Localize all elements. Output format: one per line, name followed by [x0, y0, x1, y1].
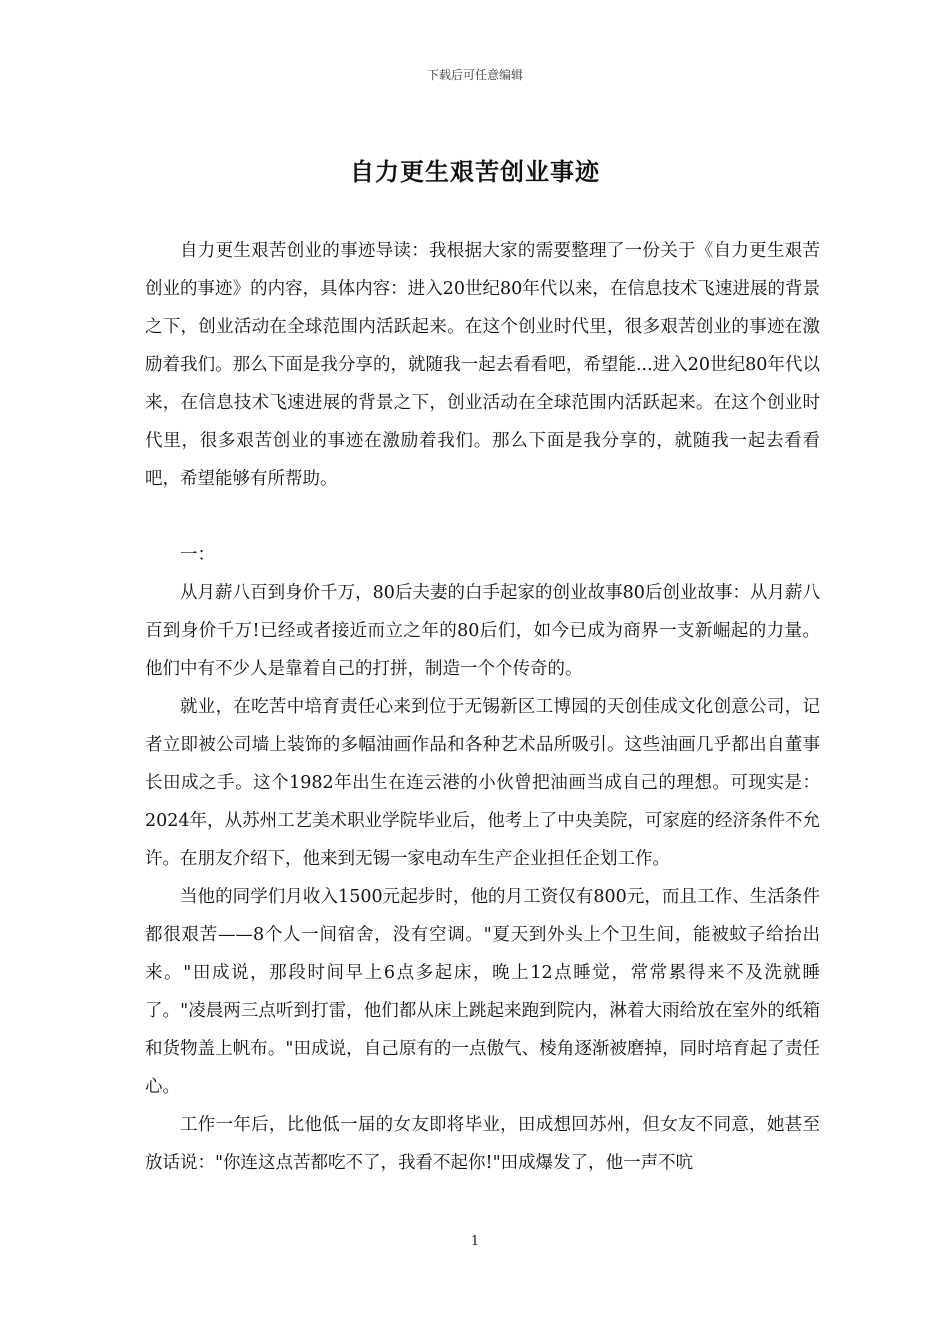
document-title: 自力更生艰苦创业事迹	[350, 157, 600, 186]
page-number: 1	[470, 1234, 480, 1249]
body-paragraph: 从月薪八百到身价千万，80后夫妻的白手起家的创业故事80后创业故事：从月薪八百到身价千万!已经或者接近而立之年的80后们，如今已成为商界一支新崛起的力量。他们中有不少人是靠着自己的打拼，制造一个个传奇的。	[145, 583, 820, 679]
page-header-note: 下载后可任意编辑	[426, 68, 523, 82]
body-paragraph: 工作一年后，比他低一届的女友即将毕业，田成想回苏州，但女友不同意，她甚至放话说："你连这点苦都吃不了，我看不起你!"田成爆发了，他一声不吭	[145, 1115, 820, 1173]
body-paragraph: 当他的同学们月收入1500元起步时，他的月工资仅有800元，而且工作、生活条件都很艰苦——8个人一间宿舍，没有空调。"夏天到外头上个卫生间，能被蚊子给抬出来。"田成说，那段时间早上6点多起床，晚上12点睡觉，常常累得来不及洗就睡了。"凌晨两三点听到打雷，他们都从床上跳起来跑到院内，淋着大雨给放在室外的纸箱和货物盖上帆布。"田成说，自己原有的一点傲气、棱角逐渐被磨掉，同时培育起了责任心。	[145, 887, 820, 1097]
intro-paragraph: 自力更生艰苦创业的事迹导读：我根据大家的需要整理了一份关于《自力更生艰苦创业的事迹》的内容，具体内容：进入20世纪80年代以来，在信息技术飞速进展的背景之下，创业活动在全球范围内活跃起来。在这个创业时代里，很多艰苦创业的事迹在激励着我们。那么下面是我分享的，就随我一起去看看吧，希望能...进入20世纪80年代以来，在信息技术飞速进展的背景之下，创业活动在全球范围内活跃起来。在这个创业时代里，很多艰苦创业的事迹在激励着我们。那么下面是我分享的，就随我一起去看看吧，希望能够有所帮助。	[145, 241, 820, 489]
section-heading: 一：	[180, 545, 215, 565]
body-paragraph: 就业，在吃苦中培育责任心来到位于无锡新区工博园的天创佳成文化创意公司，记者立即被公司墙上装饰的多幅油画作品和各种艺术品所吸引。这些油画几乎都出自董事长田成之手。这个1982年出生在连云港的小伙曾把油画当成自己的理想。可现实是：2024年，从苏州工艺美术职业学院毕业后，他考上了中央美院，可家庭的经济条件不允许。在朋友介绍下，他来到无锡一家电动车生产企业担任企划工作。	[145, 697, 820, 869]
document-body	[145, 232, 820, 1182]
